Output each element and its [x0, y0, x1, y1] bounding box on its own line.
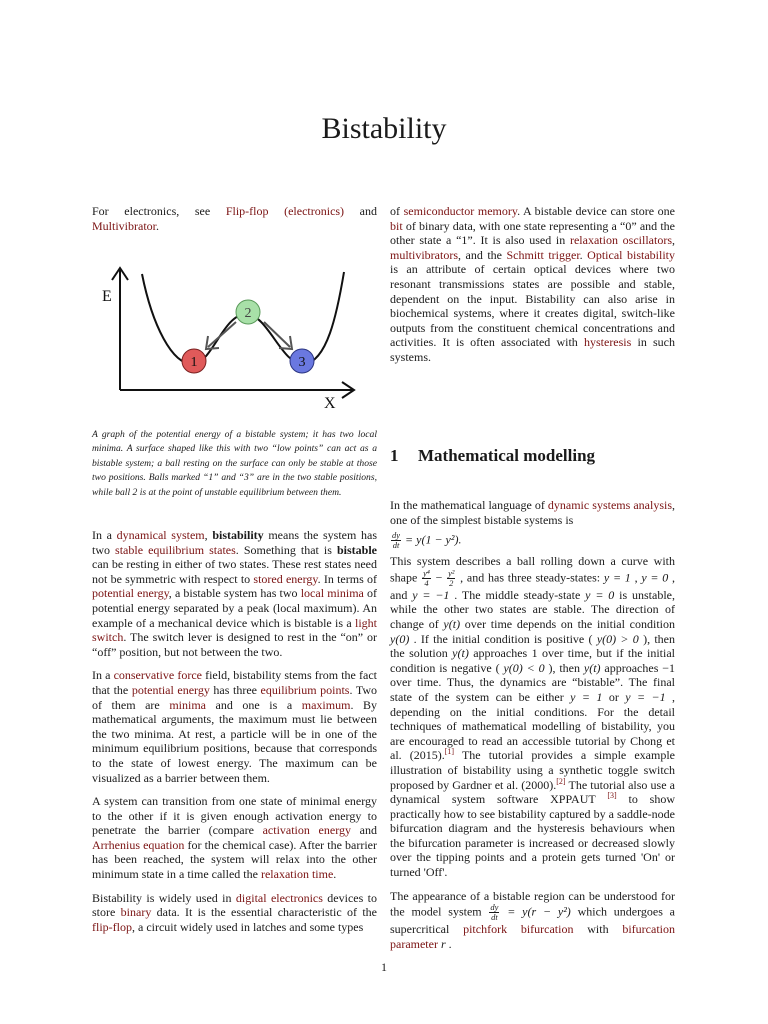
figure-caption: A graph of the potential energy of a bistable system; it has two local minima. A surface shaped like this with two “low points” can act as a bistable system; a ball resting on the surface can only be stable at those two positions. Balls marked “1” and “3” are in the two stable positions, while ball 2 is at the point of unstable equilibrium between them. [92, 429, 377, 498]
section-heading [390, 446, 675, 466]
y-axis-label: E [102, 288, 112, 305]
link-equilibrium-points[interactable]: equilibrium points [260, 682, 350, 697]
ball-1-label: 1 [190, 355, 198, 370]
potential-well-diagram [92, 264, 377, 414]
fraction-dy-dt: $\frac{dy}{dt}$ [392, 530, 401, 551]
link-potential-energy[interactable]: potential energy [92, 586, 169, 601]
link-bifurcation-parameter[interactable]: bifurcation parameter [390, 922, 675, 951]
link-binary[interactable]: binary [120, 905, 152, 920]
link-schmitt-trigger[interactable]: Schmitt trigger [506, 247, 580, 262]
section-number: 1 [390, 446, 399, 465]
link-minima[interactable]: minima [169, 697, 206, 712]
paragraph-digital-electronics: Bistability is widely used in digital electronics devices to store binary data. It is the essential characteristic of the flip-flop, a circuit widely used in latches and some types [92, 890, 377, 934]
link-flip-flop-electronics[interactable]: Flip-flop (electronics) [225, 204, 345, 218]
link-optical-bistability[interactable]: Optical bistability [587, 247, 675, 262]
x-axis-label: X [324, 395, 336, 412]
page-number: 1 [381, 960, 387, 974]
citation-2[interactable]: [2] [556, 776, 566, 786]
link-hysteresis[interactable]: hysteresis [583, 335, 632, 350]
link-bit[interactable]: bit [390, 218, 403, 233]
link-semiconductor-memory[interactable]: semiconductor memory [403, 204, 518, 218]
link-potential-energy-2[interactable]: potential energy [131, 682, 210, 697]
hatnote [92, 204, 377, 242]
link-conservative-force[interactable]: conservative force [113, 668, 202, 683]
equation-1: $\frac{dy}{dt}$ = y(1 − y²). [392, 530, 462, 551]
hatnote-paragraph: For electronics, see Flip-flop (electronics) and Multivibrator. [92, 204, 378, 233]
link-local-minima[interactable]: local minima [300, 586, 364, 601]
citation-1[interactable]: [1] [444, 747, 455, 757]
paragraph-intro-model: In the mathematical language of dynamic systems analysis, one of the simplest bistable systems is [390, 498, 675, 527]
paragraph-transition: A system can transition from one state of minimal energy to the other if it is given enough activation energy to penetrate the barrier (compare activation energy and Arrhenius equation for the chemical case). After the barrier has been reached, the system will relax into the other minimum state in a time called the relaxation time. [92, 794, 377, 882]
link-dynamic-systems-analysis[interactable]: dynamic systems analysis [547, 498, 672, 512]
fraction-y4-4: $\frac{\text{y⁴}}{4}$ [423, 567, 430, 588]
ball-2-label: 2 [244, 306, 252, 321]
citation-3[interactable]: [3] [607, 791, 617, 801]
ball-3-label: 3 [298, 355, 306, 370]
left-column-body [92, 528, 377, 943]
paragraph-definition: In a dynamical system, bistability means the system has two stable equilibrium states. Something that is bistable can be resting in either of two states. These rest states need not be symmetric with respect to stored energy. In terms of potential energy, a bistable system has two local minima of potential energy separated by a peak (local maximum). An example of a mechanical device which is bistable is a light switch. The switch lever is designed to rest in the “on” or “off” position, but not between the two. [92, 528, 378, 659]
link-dynamical-system[interactable]: dynamical system [116, 528, 205, 542]
link-stable-equilibrium[interactable]: stable equilibrium states [115, 542, 236, 557]
link-digital-electronics[interactable]: digital electronics [235, 890, 323, 905]
link-relaxation-time[interactable]: relaxation time [260, 867, 334, 882]
link-maximum[interactable]: maximum [301, 697, 351, 712]
link-flip-flop[interactable]: flip-flop [92, 919, 132, 934]
paragraph-conservative-force: In a conservative force field, bistability stems from the fact that the potential energy has three equilibrium points. Two of them are minima and one is a maximum. By mathematical arguments, the maximum must lie between the two minima. At rest, a particle will be in one of the minimum equilibrium positions, because that corresponds to the state of lowest energy. The maximum can be visualized as a barrier between them. [92, 668, 377, 785]
fraction-y2-2: $\frac{\text{y²}}{2}$ [448, 567, 455, 588]
paragraph-steady-states: This system describes a ball rolling down a curve with shape $\frac{\text{y⁴}}{4}$ − $\frac{\text{y²}}{2}$ , and has three steady-states: y = 1 , y = 0 , and y = −1 . The middle steady-state y = 0 is unstable, while the other two states are stable. The direction of change of y(t) over time depends on the initial condition y(0) . If the initial condition is positive ( y(0) > 0 ), then the solution y(t) approaches 1 over time, but if the initial condition is negative ( y(0) < 0 ), then y(t) approaches −1 over time. Thus, the dynamics are “bistable”. The final state of the system can be either y = 1 or y = −1 , depending on the initial conditions. For the detail techniques of mathematical modelling of bistability, you are encouraged to read an accessible tutorial by Chong et al. (2015).[1] The tutorial provides a simple example illustration of bistability using a synthetic toggle switch proposed by Gardner et al. (2000).[2] The tutorial also use a dynamical system software XPPAUT [3] to show practically how to see bistability captured by a saddle-node bifurcation diagram and the hysteresis behaviours when the bifurcation parameter is increased or decreased slowly over the tipping points and a protein gets turned 'On' or turned 'Off'. [390, 554, 676, 880]
link-activation-energy[interactable]: activation energy [262, 823, 351, 838]
arrow-left [208, 322, 236, 347]
paragraph-memory: of semiconductor memory. A bistable device can store one bit of binary data, with one state representing a “0” and the other state a “1”. It is also used in relaxation oscillators, multivibrators, and the Schmitt trigger. Optical bistability is an attribute of certain optical devices where two resonant transmissions states are possible and stable, dependent on the input. Bistability can also arise in biochemical systems, where it creates digital, switch-like outputs from the constituent chemical concentrations and activities. It is often associated with hysteresis in such systems. [390, 204, 675, 364]
page-title: Bistability [321, 112, 447, 145]
link-arrhenius-equation[interactable]: Arrhenius equation [92, 837, 185, 852]
link-multivibrator[interactable]: Multivibrator [92, 218, 156, 233]
right-column-top [390, 204, 675, 374]
link-pitchfork-bifurcation[interactable]: pitchfork bifurcation [463, 922, 574, 937]
link-relaxation-oscillators[interactable]: relaxation oscillators [569, 233, 672, 248]
link-stored-energy[interactable]: stored energy [253, 571, 318, 586]
paragraph-pitchfork: The appearance of a bistable region can be understood for the model system $\frac{dy}{dt}$ = y(r − y²) which undergoes a supercritical pitchfork bifurcation with bifurcation parameter r . [390, 888, 675, 951]
fraction-dy-dt-2: $\frac{dy}{dt}$ [490, 902, 499, 923]
potential-energy-figure [92, 264, 377, 414]
right-column-body [390, 498, 675, 960]
section-title: Mathematical modelling [418, 446, 596, 465]
link-light-switch[interactable]: light switch [92, 615, 377, 645]
link-multivibrators[interactable]: multivibrators [390, 247, 458, 262]
